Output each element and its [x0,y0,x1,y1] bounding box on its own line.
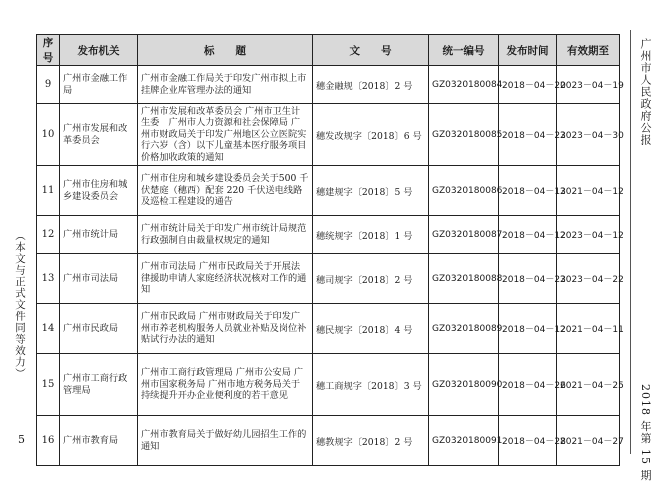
issue-number: 2018 年第 15 期 [639,384,652,482]
row-doc-number: 穗建规字〔2018〕5 号 [313,166,429,216]
row-no: 10 [37,104,60,166]
journal-title: 广州市人民政府公报 [639,38,652,146]
row-issuer: 广州市司法局 [60,254,138,304]
row-issuer: 广州市住房和城乡建设委员会 [60,166,138,216]
row-title: 广州市司法局 广州市民政局关于开展法律援助申请人家庭经济状况核对工作的通知 [138,254,313,304]
row-valid-until: 2023－04－22 [557,254,620,304]
table-row [37,416,620,466]
row-doc-number: 穗教规字〔2018〕2 号 [313,416,429,466]
table-header [37,35,620,66]
row-doc-number: 穗统规字〔2018〕1 号 [313,216,429,254]
row-title: 广州市民政局 广州市财政局关于印发广州市养老机构服务人员就业补贴及岗位补贴试行办法的通知 [138,304,313,354]
row-valid-until: 2023－04－19 [557,66,620,104]
header-title: 标 题 [138,35,313,66]
row-title: 广州市金融工作局关于印发广州市拟上市挂牌企业库管理办法的通知 [138,66,313,104]
row-valid-until: 2023－04－12 [557,216,620,254]
header-doc-number: 文 号 [313,35,429,66]
row-issue-date: 2018－04－28 [499,416,557,466]
row-unified-code: GZ0320180091 [429,416,499,466]
row-issuer: 广州市统计局 [60,216,138,254]
header-issue-date: 发布时间 [499,35,557,66]
row-issue-date: 2018－04－12 [499,216,557,254]
row-issue-date: 2018－04－12 [499,304,557,354]
table-row [37,66,620,104]
row-title: 广州市住房和城乡建设委员会关于500 千伏楚庭（穗西）配套 220 千伏送电线路及巡检工程建设的通告 [138,166,313,216]
row-issue-date: 2018－04－26 [499,354,557,416]
row-unified-code: GZ0320180085 [429,104,499,166]
row-title: 广州市教育局关于做好幼儿园招生工作的通知 [138,416,313,466]
header-valid-until: 有效期至 [557,35,620,66]
table-row [37,254,620,304]
table-row [37,304,620,354]
row-issue-date: 2018－04－13 [499,166,557,216]
row-title: 广州市工商行政管理局 广州市公安局 广州市国家税务局 广州市地方税务局关于持续提升开办企业便利度的若干意见 [138,354,313,416]
row-issuer: 广州市金融工作局 [60,66,138,104]
row-no: 12 [37,216,60,254]
row-valid-until: 2023－04－30 [557,104,620,166]
table-row [37,104,620,166]
documents-table [36,34,624,466]
row-no: 13 [37,254,60,304]
row-doc-number: 穗发改规字〔2018〕6 号 [313,104,429,166]
row-issuer: 广州市发展和改革委员会 [60,104,138,166]
row-issue-date: 2018－04－20 [499,66,557,104]
row-valid-until: 2021－04－11 [557,304,620,354]
row-title: 广州市统计局关于印发广州市统计局规范行政强制自由裁量权规定的通知 [138,216,313,254]
row-no: 9 [37,66,60,104]
row-issue-date: 2018－04－23 [499,254,557,304]
table-row [37,354,620,416]
row-issue-date: 2018－04－23 [499,104,557,166]
header-unified-code: 统一编号 [429,35,499,66]
equal-validity-note: （本文与正式文件同等效力） [14,230,26,380]
header-issuer: 发布机关 [60,35,138,66]
row-no: 15 [37,354,60,416]
row-unified-code: GZ0320180089 [429,304,499,354]
row-doc-number: 穗工商规字〔2018〕3 号 [313,354,429,416]
row-unified-code: GZ0320180088 [429,254,499,304]
row-unified-code: GZ0320180090 [429,354,499,416]
page-number: 5 [18,433,25,446]
row-valid-until: 2021－04－12 [557,166,620,216]
row-no: 14 [37,304,60,354]
row-valid-until: 2021－04－27 [557,416,620,466]
row-unified-code: GZ0320180084 [429,66,499,104]
row-unified-code: GZ0320180087 [429,216,499,254]
margin-rule [630,30,631,454]
row-unified-code: GZ0320180086 [429,166,499,216]
row-no: 16 [37,416,60,466]
row-issuer: 广州市教育局 [60,416,138,466]
row-no: 11 [37,166,60,216]
row-issuer: 广州市工商行政管理局 [60,354,138,416]
table-row [37,216,620,254]
row-doc-number: 穗金融规〔2018〕2 号 [313,66,429,104]
table-row [37,166,620,216]
row-issuer: 广州市民政局 [60,304,138,354]
row-doc-number: 穗民规字〔2018〕4 号 [313,304,429,354]
row-title: 广州市发展和改革委员会 广州市卫生计生委 广州市人力资源和社会保障局 广州市财政局关于印发广州地区公立医院实行六岁（含）以下儿童基本医疗服务项目价格加收政策的通知 [138,104,313,166]
row-doc-number: 穗司规字〔2018〕2 号 [313,254,429,304]
header-no: 序号 [37,35,60,66]
row-valid-until: 2021－04－25 [557,354,620,416]
